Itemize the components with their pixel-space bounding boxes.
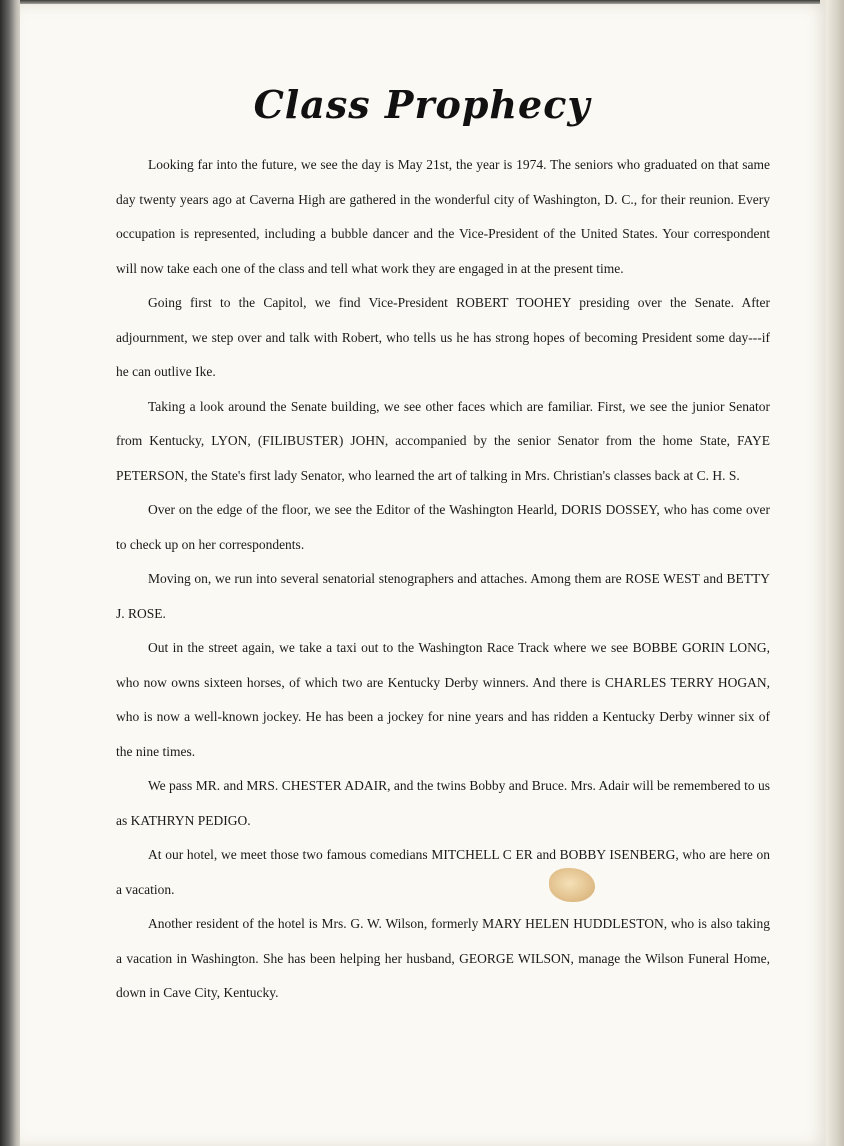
paragraph-stenographers: Moving on, we run into several senatorial stenographers and attaches. Among them are ROSE WEST and BETTY J. ROSE.	[116, 571, 770, 621]
prophecy-body	[116, 148, 770, 1011]
adjacent-page-edge	[0, 0, 20, 1146]
paragraph-adair: We pass MR. and MRS. CHESTER ADAIR, and the twins Bobby and Bruce. Mrs. Adair will be remembered to us as KATHRYN PEDIGO.	[116, 778, 770, 828]
paper-stain	[549, 868, 595, 902]
paragraph-capitol: Going first to the Capitol, we find Vice-President ROBERT TOOHEY presiding over the Senate. After adjournment, we step over and talk with Robert, who tells us he has strong hopes of becoming President some day---if he can outlive Ike.	[116, 295, 770, 379]
paragraph-intro: Looking far into the future, we see the day is May 21st, the year is 1974. The seniors who graduated on that same day twenty years ago at Caverna High are gathered in the wonderful city of Washington, D. C., for their reunion. Every occupation is represented, including a bubble dancer and the Vice-President of the United States. Your correspondent will now take each one of the class and tell what work they are engaged in at the present time.	[116, 157, 770, 276]
page-fold-edge	[826, 0, 844, 1146]
paragraph-senate: Taking a look around the Senate building, we see other faces which are familiar. First, we see the junior Senator from Kentucky, LYON, (FILIBUSTER) JOHN, accompanied by the senior Senator from the home State, FAYE PETERSON, the State's first lady Senator, who learned the art of talking in Mrs. Christian's classes back at C. H. S.	[116, 398, 770, 483]
paragraph-editor: Over on the edge of the floor, we see the Editor of the Washington Hearld, DORIS DOSSEY, who has come over to check up on her correspondents.	[116, 502, 770, 552]
paragraph-wilson: Another resident of the hotel is Mrs. G. W. Wilson, formerly MARY HELEN HUDDLESTON, who is also taking a vacation in Washington. She has been helping her husband, GEORGE WILSON, manage the Wilson Funeral Home, down in Cave City, Kentucky.	[116, 916, 770, 1000]
paragraph-race-track: Out in the street again, we take a taxi out to the Washington Race Track where we see BOBBE GORIN LONG, who now owns sixteen horses, of which two are Kentucky Derby winners. And there is CHARLES TERRY HOGAN, who is now a well-known jockey. He has been a jockey for nine years and has ridden a Kentucky Derby winner six of the nine times.	[116, 640, 770, 759]
page-title: Class Prophecy	[253, 82, 591, 127]
paragraph-comedians: At our hotel, we meet those two famous comedians MITCHELL C ER and BOBBY ISENBERG, who are here on a vacation.	[116, 847, 770, 897]
